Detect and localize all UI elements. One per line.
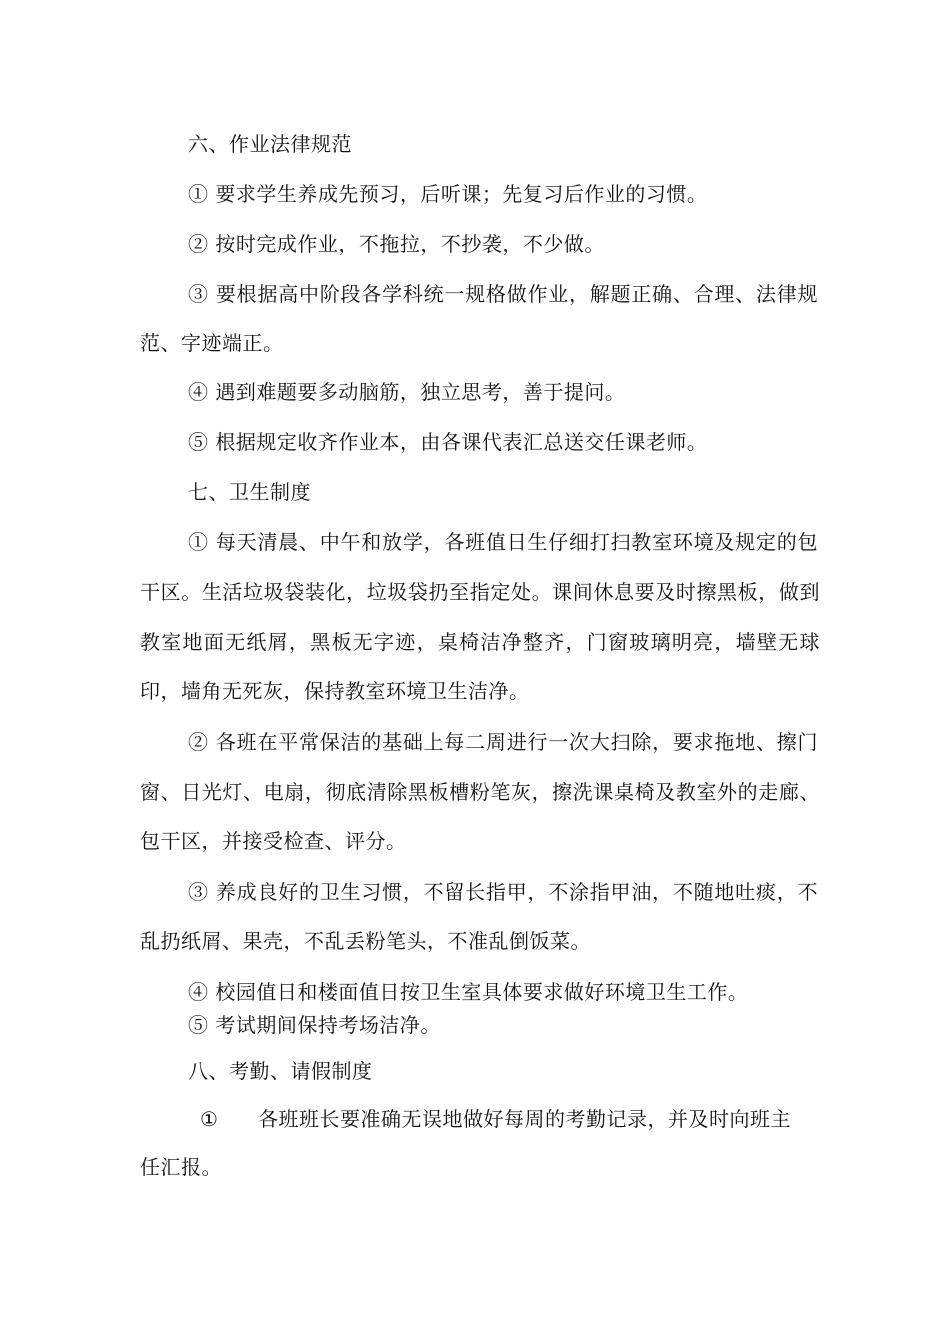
paragraph-hygiene-3-line-1: ③ 养成良好的卫生习惯，不留长指甲，不涂指甲油，不随地吐痰，不 — [188, 880, 818, 904]
paragraph-hygiene-1-line-4: 印，墙角无死灰，保持教室环境卫生洁净。 — [140, 679, 530, 703]
paragraph-hygiene-2-line-2: 窗、日光灯、电扇，彻底清除黑板槽粉笔灰，擦洗课桌椅及教室外的走廊、 — [140, 780, 820, 804]
paragraph-hygiene-1-line-1: ① 每天清晨、中午和放学，各班值日生仔细打扫教室环境及规定的包 — [188, 530, 818, 554]
paragraph-attendance-1-line-1: 各班班长要准确无误地做好每周的考勤记录，并及时向班主 — [258, 1107, 791, 1131]
paragraph-hygiene-4: ④ 校园值日和楼面值日按卫生室具体要求做好环境卫生工作。 — [188, 980, 749, 1004]
paragraph-hygiene-3-line-2: 乱扔纸屑、果壳，不乱丢粉笔头，不准乱倒饭菜。 — [140, 929, 591, 953]
paragraph-homework-3-line-2: 范、字迹端正。 — [140, 331, 284, 355]
paragraph-hygiene-2-line-3: 包干区，并接受检查、评分。 — [140, 829, 407, 853]
section-heading-hygiene: 七、卫生制度 — [188, 480, 311, 504]
paragraph-attendance-1-line-2: 任汇报。 — [140, 1155, 222, 1179]
paragraph-homework-5: ⑤ 根据规定收齐作业本，由各课代表汇总送交任课老师。 — [188, 430, 708, 454]
paragraph-homework-2: ② 按时完成作业，不拖拉，不抄袭，不少做。 — [188, 232, 605, 256]
paragraph-homework-1: ① 要求学生养成先预习，后听课；先复习后作业的习惯。 — [188, 182, 708, 206]
section-heading-attendance: 八、考勤、请假制度 — [188, 1059, 373, 1083]
paragraph-hygiene-1-line-2: 干区。生活垃圾袋装化，垃圾袋扔至指定处。课间休息要及时擦黑板，做到 — [140, 580, 820, 604]
paragraph-hygiene-5: ⑤ 考试期间保持考场洁净。 — [188, 1013, 441, 1037]
section-heading-homework: 六、作业法律规范 — [188, 132, 352, 156]
paragraph-attendance-1-marker: ① — [200, 1107, 219, 1131]
paragraph-homework-3-line-1: ③ 要根据高中阶段各学科统一规格做作业，解题正确、合理、法律规 — [188, 282, 818, 306]
paragraph-hygiene-1-line-3: 教室地面无纸屑，黑板无字迹，桌椅洁净整齐，门窗玻璃明亮，墙壁无球 — [140, 630, 820, 654]
paragraph-homework-4: ④ 遇到难题要多动脑筋，独立思考，善于提问。 — [188, 380, 626, 404]
paragraph-hygiene-2-line-1: ② 各班在平常保洁的基础上每二周进行一次大扫除，要求拖地、擦门 — [188, 730, 818, 754]
